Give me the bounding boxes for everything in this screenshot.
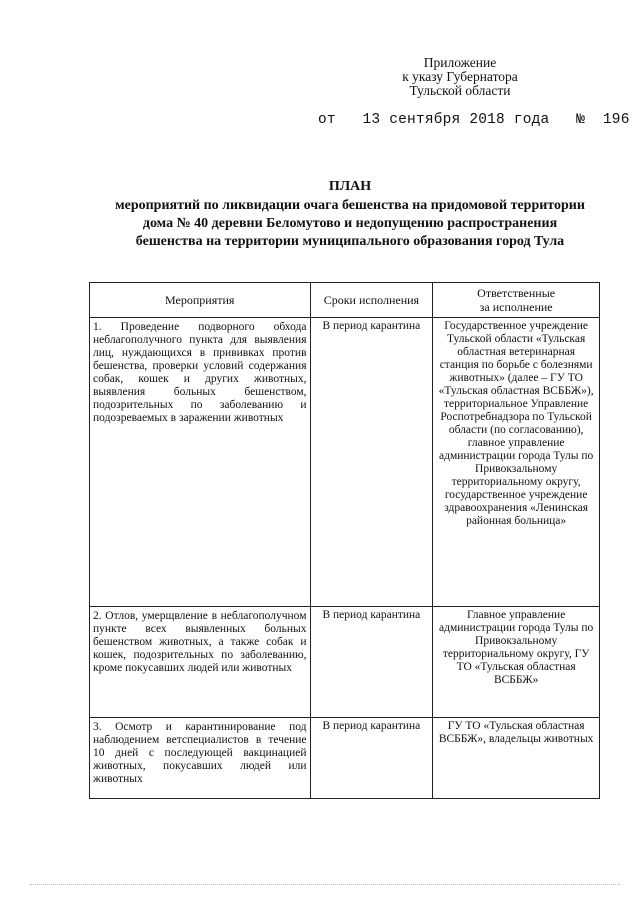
table-header-row	[90, 283, 600, 318]
row-activity: 1. Проведение подворного обхода неблагополучного пункта для выявления лиц, нуждающихся в прививках против бешенства, проверки условий содержания собак, кошек и других животных, выявления больных бешенством, подозрительных по заболеванию и подозреваемых в заражении животных	[90, 318, 311, 607]
appendix-line-3: Тульской области	[409, 83, 511, 98]
header-activities: Мероприятия	[90, 283, 311, 318]
document-title: ПЛАН	[328, 179, 372, 194]
decree-number-sign: №	[576, 112, 586, 128]
decree-number: 196	[602, 112, 630, 128]
scan-noise-divider	[30, 884, 620, 887]
decree-date-number	[318, 112, 630, 128]
header-responsible-line2: за исполнение	[479, 300, 553, 314]
appendix-line-2: к указу Губернатора	[402, 69, 518, 84]
appendix-line-1: Приложение	[423, 55, 497, 70]
appendix-block	[380, 56, 540, 98]
header-responsible-line1: Ответственные	[477, 286, 556, 300]
row-term: В период карантина	[310, 718, 433, 799]
document-subtitle: мероприятий по ликвидации очага бешенства на придомовой территории дома № 40 деревни Беломутово и недопущению распространения бешенства на территории муниципального образования город Тула	[115, 198, 585, 249]
decree-date: 13 сентября 2018 года	[362, 112, 550, 128]
row-activity: 3. Осмотр и карантинирование под наблюдением ветспециалистов в течение 10 дней с последующей вакцинацией животных, покусавших людей или животных	[90, 718, 311, 799]
header-terms: Сроки исполнения	[310, 283, 433, 318]
row-activity: 2. Отлов, умерщвление в неблагополучном пункте всех выявленных больных бешенством животных, а также собак и кошек, подозрительных по заболеванию, кроме покусавших людей или животных	[90, 607, 311, 718]
row-responsible: Государственное учреждение Тульской области «Тульская областная ветеринарная станция по борьбе с болезнями животных» (далее – ГУ ТО «Тульская областная ВСББЖ»), территориальное Управление Роспотребнадзора по Тульской области (по согласованию), главное управление администрации города Тулы по Привокзальному территориальному округу, государственное учреждение здравоохранения «Ленинская районная больница»	[433, 318, 600, 607]
table-row	[90, 318, 600, 607]
decree-prefix: от	[318, 112, 336, 128]
row-responsible: ГУ ТО «Тульская областная ВСББЖ», владельцы животных	[433, 718, 600, 799]
row-term: В период карантина	[310, 318, 433, 607]
plan-table	[89, 282, 600, 799]
table-row	[90, 607, 600, 718]
header-responsible	[433, 283, 600, 318]
table-row	[90, 718, 600, 799]
row-responsible: Главное управление администрации города Тулы по Привокзальному территориальному округу, ГУ ТО «Тульская областная ВСББЖ»	[433, 607, 600, 718]
row-term: В период карантина	[310, 607, 433, 718]
